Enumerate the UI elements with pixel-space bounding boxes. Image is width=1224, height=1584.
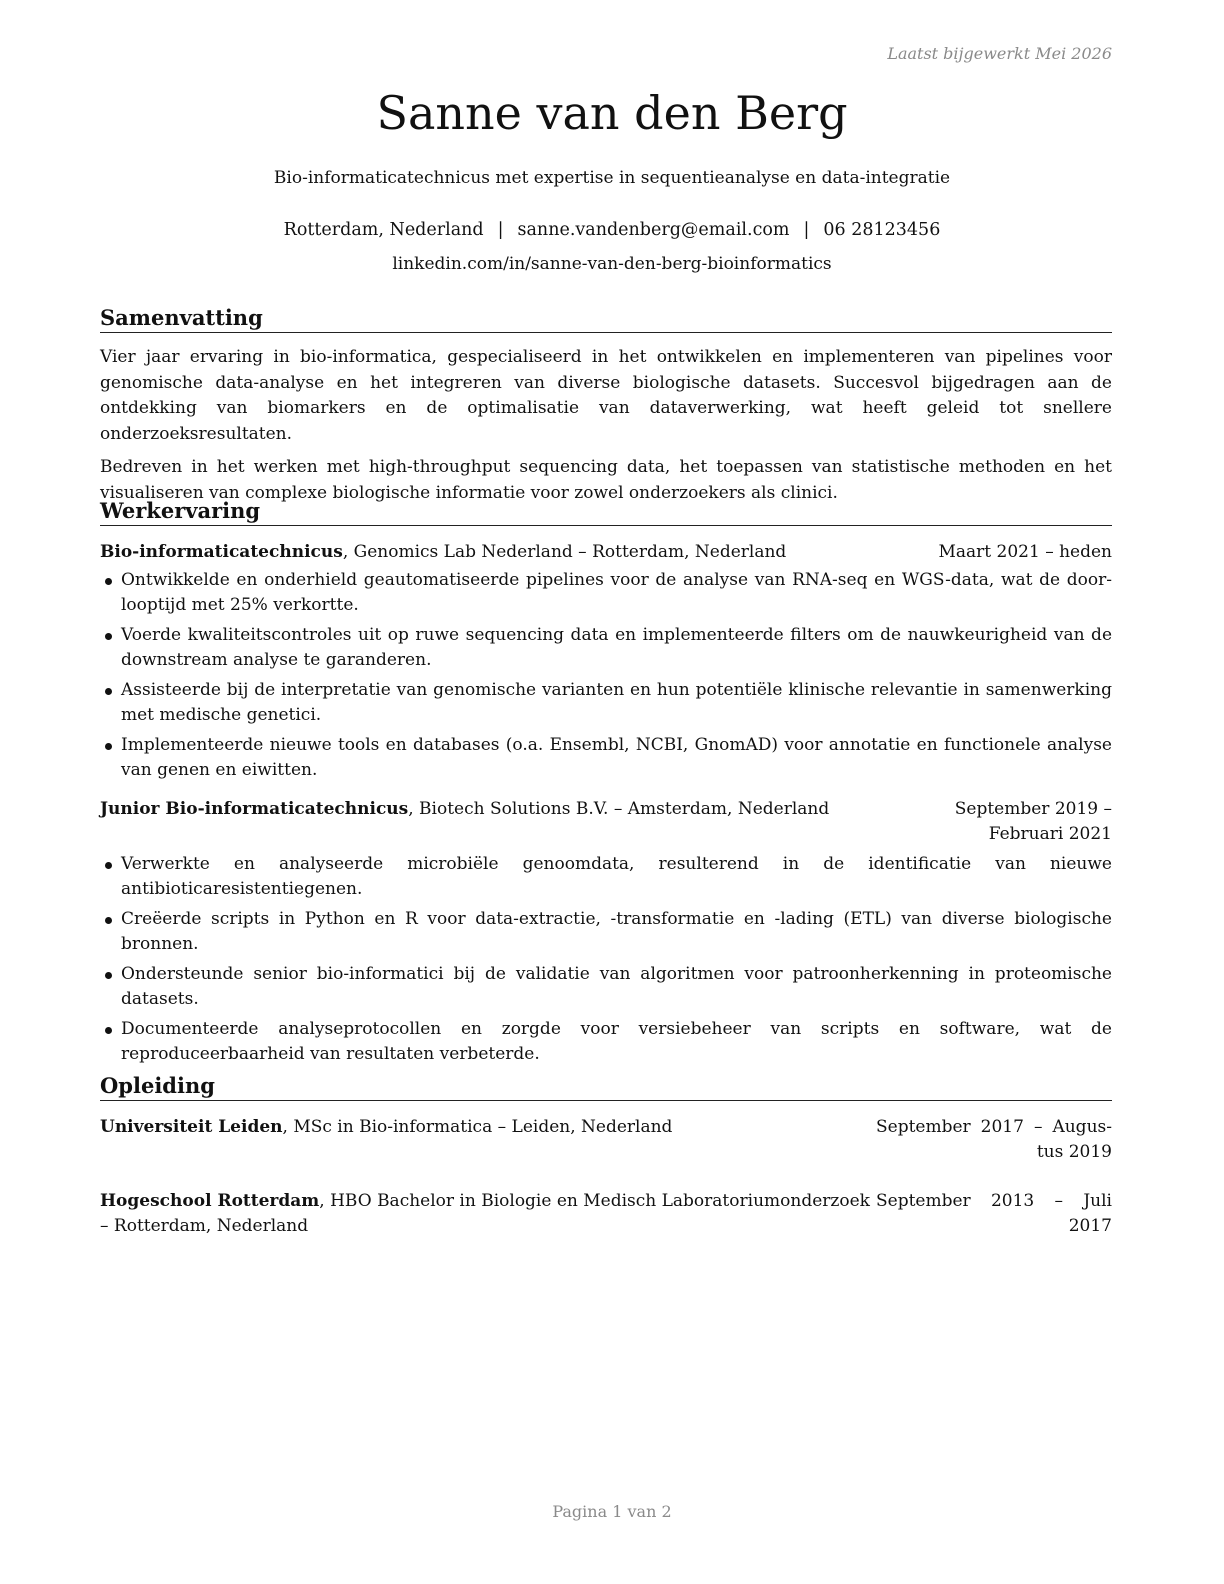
job-bullet-list xyxy=(100,568,1112,783)
contact-location: Rotterdam, Nederland xyxy=(283,220,484,240)
summary-paragraph-1: Vier jaar ervaring in bio-informatica, gespecialiseerd in het ontwikkelen en implementeren van pipelines voor genomische data-analyse en het integreren van diverse biologische datasets. Succesvol bijgedragen aan de ontdekking van biomarkers en de optimalisatie van dataverwerking, wat heeft geleid tot snellere onderzoeksresultaten. xyxy=(100,347,1112,444)
education-detail: , HBO Bachelor in Biologie en Medisch Laboratoriumonderzoek – Rotterdam, Nederland xyxy=(100,1191,870,1237)
education-dates: September 2013 – Juli 2017 xyxy=(876,1191,1112,1237)
job-header xyxy=(100,797,1112,847)
job-entry xyxy=(100,540,1112,783)
education-detail: , MSc in Bio-informatica – Leiden, Nederland xyxy=(282,1117,673,1138)
education-section xyxy=(100,1073,1112,1239)
job-bullet-list xyxy=(100,852,1112,1067)
summary-paragraph-2: Bedreven in het werken met high-throughput sequencing data, het toepassen van statistische methoden en het visualiseren van complexe biologische informatie voor zowel onderzoekers als clinici. xyxy=(100,457,1112,503)
section-title-experience: Werkervaring xyxy=(100,498,1112,526)
education-dates: September 2017 – Augustus 2019 xyxy=(876,1117,1112,1163)
job-role: Bio-informaticatechnicus xyxy=(100,542,343,563)
education-school: Hogeschool Rotterdam xyxy=(100,1191,320,1212)
linkedin-link[interactable]: linkedin.com/in/sanne-van-den-berg-bioinformatics xyxy=(392,254,832,274)
summary-section xyxy=(100,305,1112,506)
section-title-summary: Samenvatting xyxy=(100,305,1112,333)
experience-section xyxy=(100,498,1112,1072)
job-dates: Maart 2021 – heden xyxy=(938,542,1112,563)
education-entry xyxy=(100,1115,1112,1165)
education-entry xyxy=(100,1189,1112,1239)
job-bullet: Voerde kwaliteitscontroles uit op ruwe sequencing data en implementeerde filters om de nauwkeurigheid van de downstream analyse te garanderen. xyxy=(100,623,1112,673)
job-organization: , Genomics Lab Nederland – Rotterdam, Nederland xyxy=(342,542,787,563)
job-dates: September 2019 – Februari 2021 xyxy=(954,799,1112,845)
job-entry xyxy=(100,797,1112,1067)
section-title-education: Opleiding xyxy=(100,1073,1112,1101)
candidate-name: Sanne van den Berg xyxy=(376,86,848,140)
contact-line xyxy=(0,219,1224,242)
job-bullet: Verwerkte en analyseerde microbiële genoomdata, resulterend in de identificatie van nieuwe antibioticaresistentiegenen. xyxy=(100,852,1112,902)
job-role: Junior Bio-informaticatechnicus xyxy=(100,799,409,820)
last-updated-note: Laatst bijgewerkt Mei 2026 xyxy=(887,44,1112,63)
job-bullet: Ondersteunde senior bio-informatici bij de validatie van algoritmen voor patroonherkenning in proteomische datasets. xyxy=(100,962,1112,1012)
contact-separator: | xyxy=(497,220,504,240)
page-number: Pagina 1 van 2 xyxy=(552,1502,672,1521)
tagline: Bio-informaticatechnicus met expertise in sequentieanalyse en data-integratie xyxy=(273,168,951,188)
education-school: Universiteit Leiden xyxy=(100,1117,283,1138)
job-organization: , Biotech Solutions B.V. – Amsterdam, Nederland xyxy=(408,799,830,820)
job-bullet: Assisteerde bij de interpretatie van genomische varianten en hun potentiële klinische relevantie in samenwerking met medische genetici. xyxy=(100,678,1112,728)
job-header xyxy=(100,540,1112,565)
job-bullet: Implementeerde nieuwe tools en databases (o.a. Ensembl, NCBI, GnomAD) voor annotatie en functionele analyse van genen en eiwitten. xyxy=(100,733,1112,783)
job-bullet: Creëerde scripts in Python en R voor data-extractie, -transformatie en -lading (ETL) van diverse biologische bronnen. xyxy=(100,907,1112,957)
contact-email[interactable]: sanne.vandenberg@email.com xyxy=(517,220,790,240)
contact-separator: | xyxy=(803,220,810,240)
job-bullet: Ontwikkelde en onderhield geautomatiseerde pipelines voor de analyse van RNA-seq en WGS-data, wat de doorlooptijd met 25% verkortte. xyxy=(100,568,1112,618)
contact-phone: 06 28123456 xyxy=(823,220,941,240)
job-bullet: Documenteerde analyseprotocollen en zorgde voor versiebeheer van scripts en software, wat de reproduceerbaarheid van resultaten verbeterde. xyxy=(100,1017,1112,1067)
